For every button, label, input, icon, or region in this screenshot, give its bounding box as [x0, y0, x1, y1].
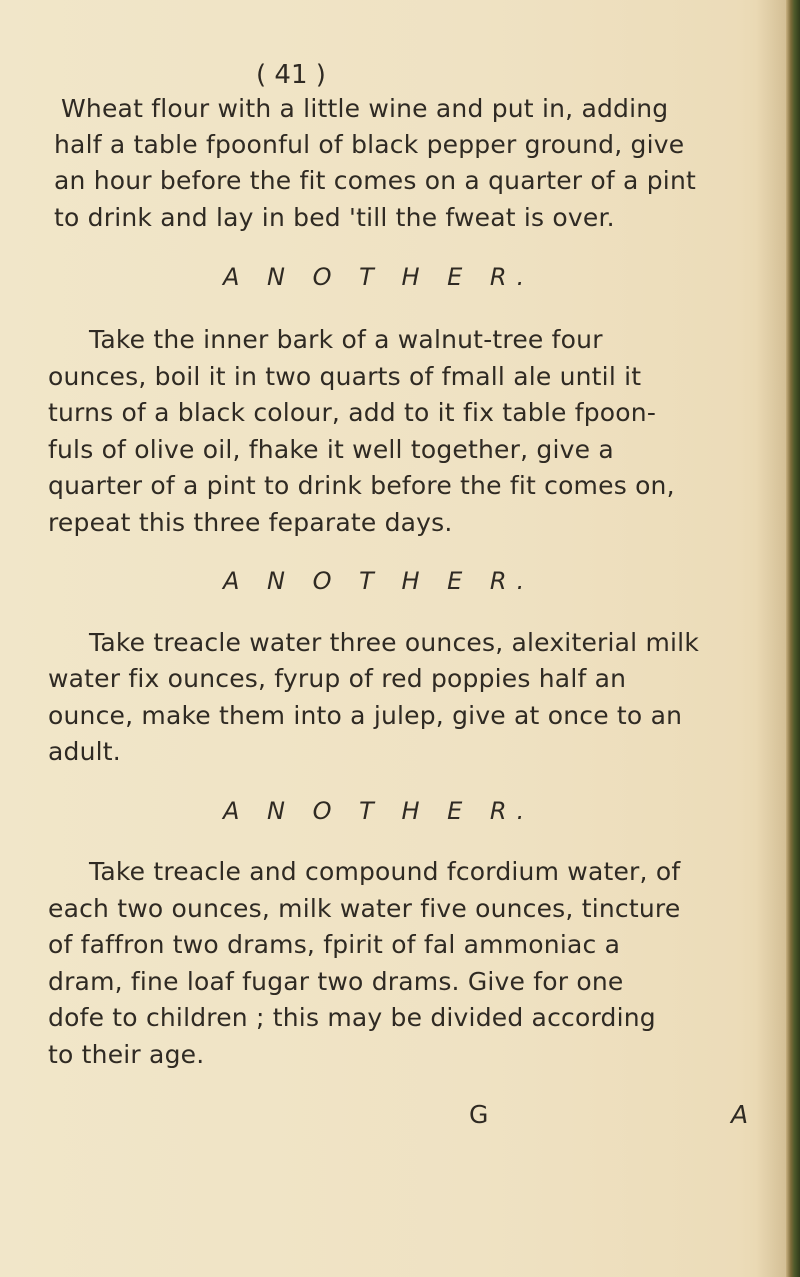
text-line: Take the inner bark of a walnut-tree four: [89, 325, 603, 354]
section-heading: A N O T H E R.: [223, 263, 535, 291]
text-line: Take treacle water three ounces, alexiterial milk: [89, 628, 699, 657]
text-line: fuls of olive oil, fhake it well together, give a: [48, 435, 614, 464]
section-heading: A N O T H E R.: [223, 567, 535, 595]
text-line: adult.: [48, 737, 121, 766]
text-line: an hour before the fit comes on a quarter of a pint: [54, 166, 696, 195]
text-line: Take treacle and compound fcordium water, of: [89, 857, 681, 886]
text-line: of faffron two drams, fpirit of fal ammoniac a: [48, 930, 621, 959]
catchword: A: [731, 1100, 749, 1129]
text-line: each two ounces, milk water five ounces, tincture: [48, 894, 681, 923]
text-line: water fix ounces, fyrup of red poppies half an: [48, 664, 627, 693]
text-line: ounce, make them into a julep, give at once to an: [48, 701, 683, 730]
binding-edge: [786, 0, 800, 1277]
text-line: turns of a black colour, add to it fix table fpoon-: [48, 398, 657, 427]
text-line: to drink and lay in bed 'till the fweat is over.: [54, 203, 615, 232]
section-heading: A N O T H E R.: [223, 797, 535, 825]
text-line: ounces, boil it in two quarts of fmall ale until it: [48, 362, 642, 391]
text-line: quarter of a pint to drink before the fit comes on,: [48, 471, 675, 500]
page-number: ( 41 ): [256, 60, 326, 90]
text-line: dram, fine loaf fugar two drams. Give for one: [48, 967, 624, 996]
binding-shadow: [756, 0, 786, 1277]
text-line: half a table fpoonful of black pepper ground, give: [54, 130, 685, 159]
signature-mark: G: [469, 1100, 489, 1129]
text-line: to their age.: [48, 1040, 205, 1069]
text-line: dofe to children ; this may be divided according: [48, 1003, 656, 1032]
text-line: repeat this three feparate days.: [48, 508, 453, 537]
text-line: Wheat flour with a little wine and put in, adding: [61, 94, 669, 123]
